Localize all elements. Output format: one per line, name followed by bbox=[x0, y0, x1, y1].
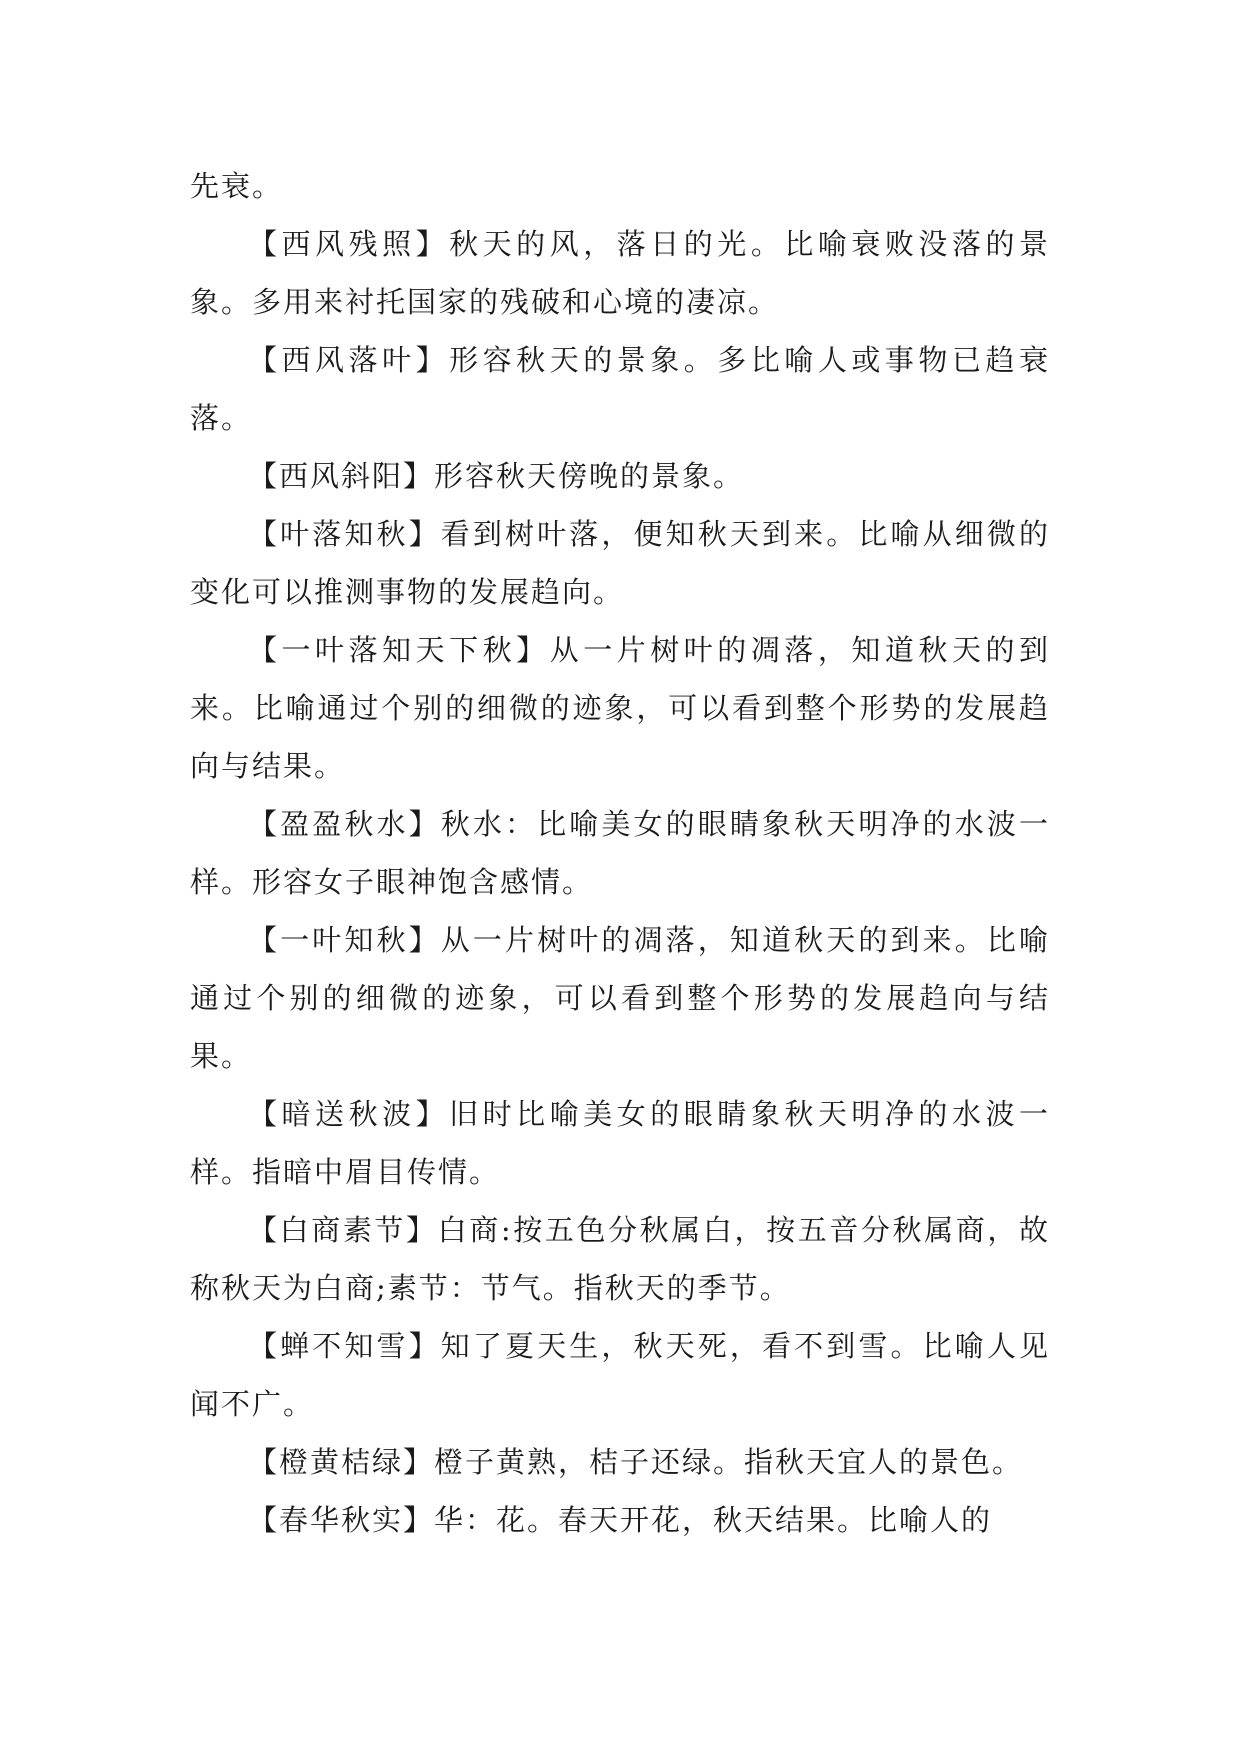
paragraph: 【一叶知秋】从一片树叶的凋落，知道秋天的到来。比喻通过个别的细微的迹象，可以看到整个形势的发展趋向与结果。 bbox=[190, 923, 1050, 1073]
paragraph: 【西风斜阳】形容秋天傍晚的景象。 bbox=[248, 459, 745, 493]
paragraph: 【盈盈秋水】秋水：比喻美女的眼睛象秋天明净的水波一样。形容女子眼神饱含感情。 bbox=[190, 807, 1050, 899]
paragraph: 【一叶落知天下秋】从一片树叶的凋落，知道秋天的到来。比喻通过个别的细微的迹象，可以看到整个形势的发展趋向与结果。 bbox=[190, 633, 1050, 783]
paragraph: 【春华秋实】华：花。春天开花，秋天结果。比喻人的 bbox=[248, 1503, 993, 1537]
paragraph: 【蝉不知雪】知了夏天生，秋天死，看不到雪。比喻人见闻不广。 bbox=[190, 1329, 1050, 1421]
paragraph: 【橙黄桔绿】橙子黄熟，桔子还绿。指秋天宜人的景色。 bbox=[248, 1445, 1024, 1479]
paragraph: 【叶落知秋】看到树叶落，便知秋天到来。比喻从细微的变化可以推测事物的发展趋向。 bbox=[190, 517, 1050, 609]
paragraph: 【白商素节】白商:按五色分秋属白，按五音分秋属商，故称秋天为白商;素节：节气。指秋天的季节。 bbox=[190, 1213, 1050, 1305]
paragraph: 【西风残照】秋天的风，落日的光。比喻衰败没落的景象。多用来衬托国家的残破和心境的凄凉。 bbox=[190, 227, 1050, 319]
document-body bbox=[190, 157, 1050, 1549]
paragraph: 先衰。 bbox=[190, 169, 284, 203]
paragraph: 【西风落叶】形容秋天的景象。多比喻人或事物已趋衰落。 bbox=[190, 343, 1050, 435]
paragraph: 【暗送秋波】旧时比喻美女的眼睛象秋天明净的水波一样。指暗中眉目传情。 bbox=[190, 1097, 1050, 1189]
